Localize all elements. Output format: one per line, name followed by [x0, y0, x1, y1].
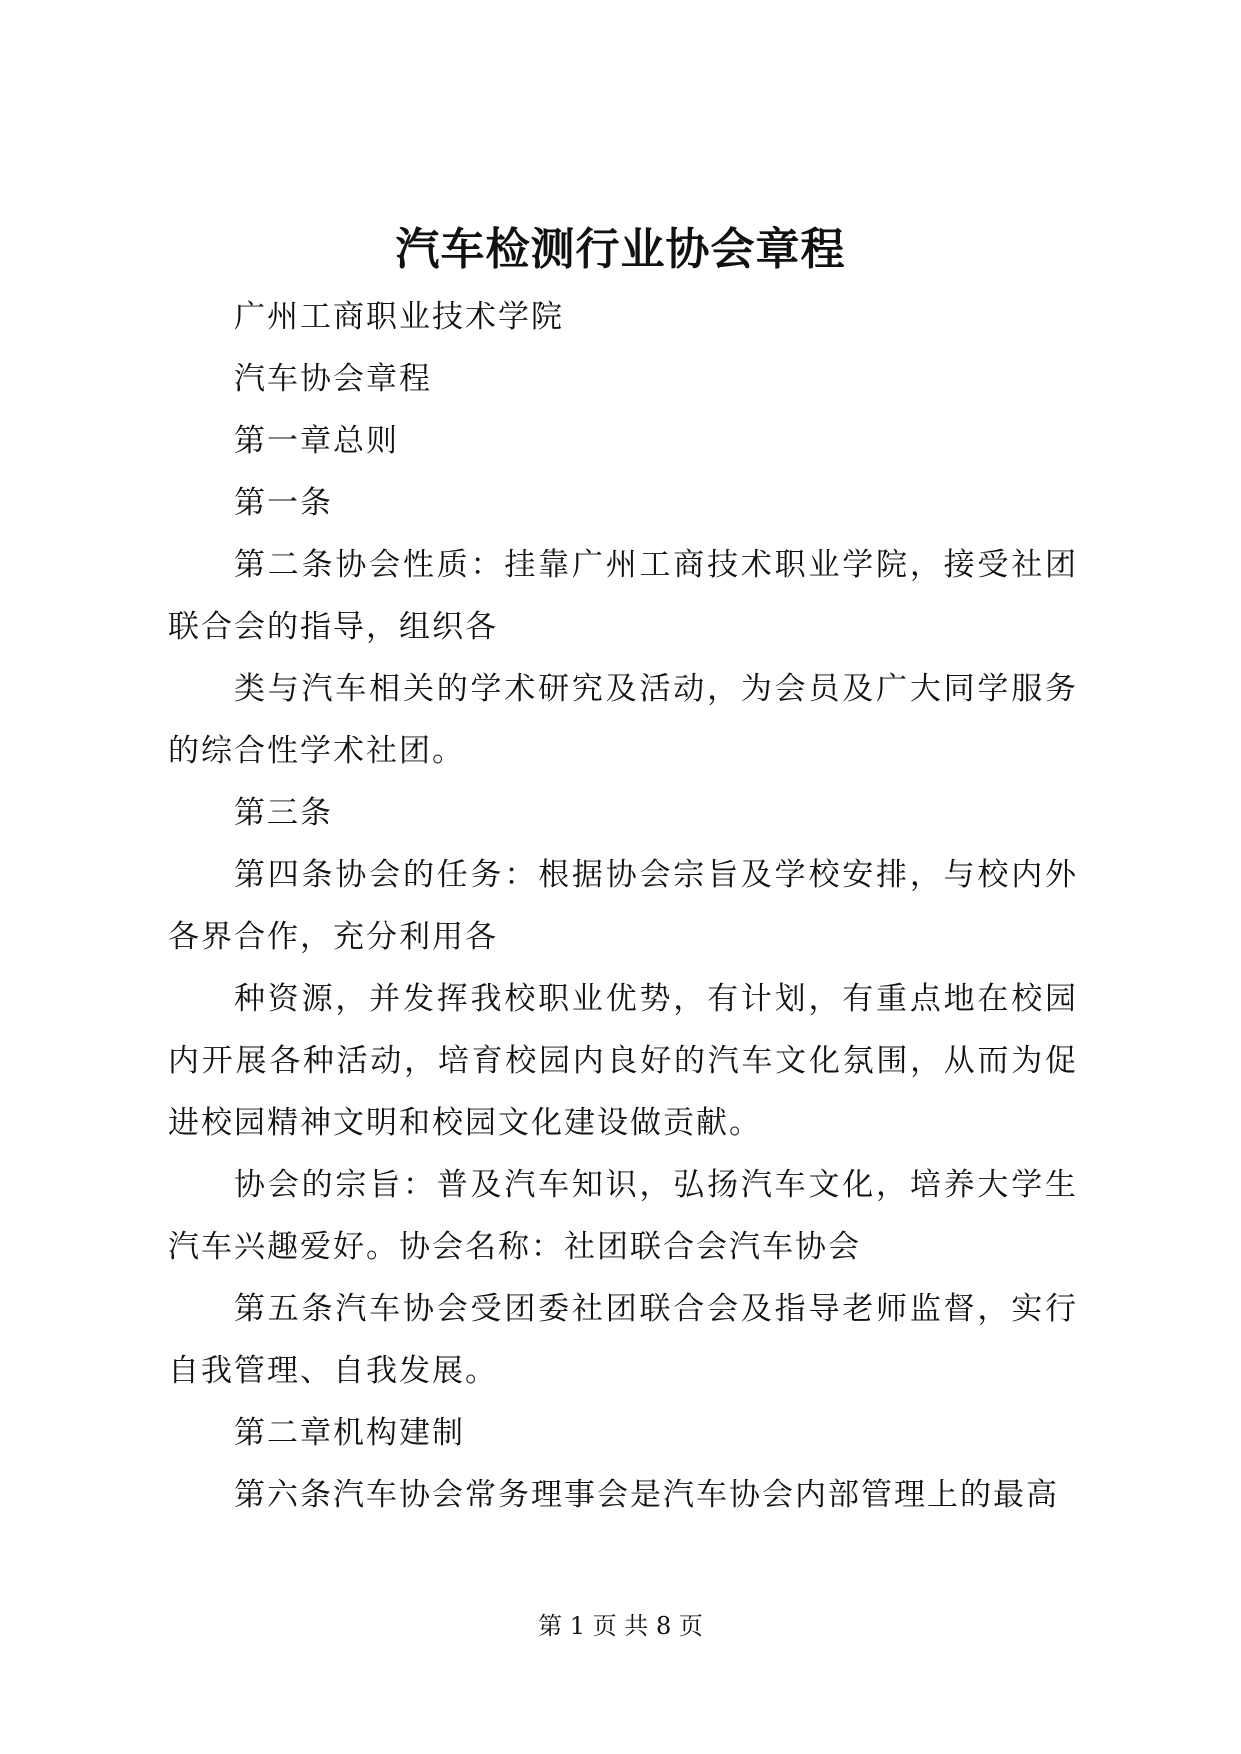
page-footer: 第 1 页 共 8 页: [538, 1612, 703, 1640]
document-title: 汽车检测行业协会章程: [395, 224, 846, 275]
paragraph-article-2-continued: 类与汽车相关的学术研究及活动，为会员及广大同学服务的综合性学术社团。: [168, 671, 1078, 769]
paragraph-article-1: 第一条: [234, 485, 333, 521]
paragraph-chapter-1: 第一章总则: [234, 423, 399, 459]
paragraph-article-5: 第五条汽车协会受团委社团联合会及指导老师监督，实行自我管理、自我发展。: [168, 1291, 1078, 1389]
paragraph-article-2: 第二条协会性质：挂靠广州工商技术职业学院，接受社团联合会的指导，组织各: [168, 547, 1078, 645]
document-body: [168, 286, 1078, 1526]
paragraph-chapter-2: 第二章机构建制: [234, 1415, 465, 1451]
paragraph-purpose: 协会的宗旨：普及汽车知识，弘扬汽车文化，培养大学生汽车兴趣爱好。协会名称：社团联合会汽车协会: [168, 1167, 1078, 1265]
paragraph-article-3: 第三条: [234, 795, 333, 831]
paragraph-school-name: 广州工商职业技术学院: [234, 299, 564, 335]
paragraph-charter-title: 汽车协会章程: [234, 361, 432, 397]
paragraph-article-4: 第四条协会的任务：根据协会宗旨及学校安排，与校内外各界合作，充分利用各: [168, 857, 1078, 955]
paragraph-article-6: 第六条汽车协会常务理事会是汽车协会内部管理上的最高: [234, 1477, 1059, 1513]
paragraph-article-4-continued: 种资源，并发挥我校职业优势，有计划，有重点地在校园内开展各种活动，培育校园内良好的汽车文化氛围，从而为促进校园精神文明和校园文化建设做贡献。: [168, 981, 1078, 1141]
